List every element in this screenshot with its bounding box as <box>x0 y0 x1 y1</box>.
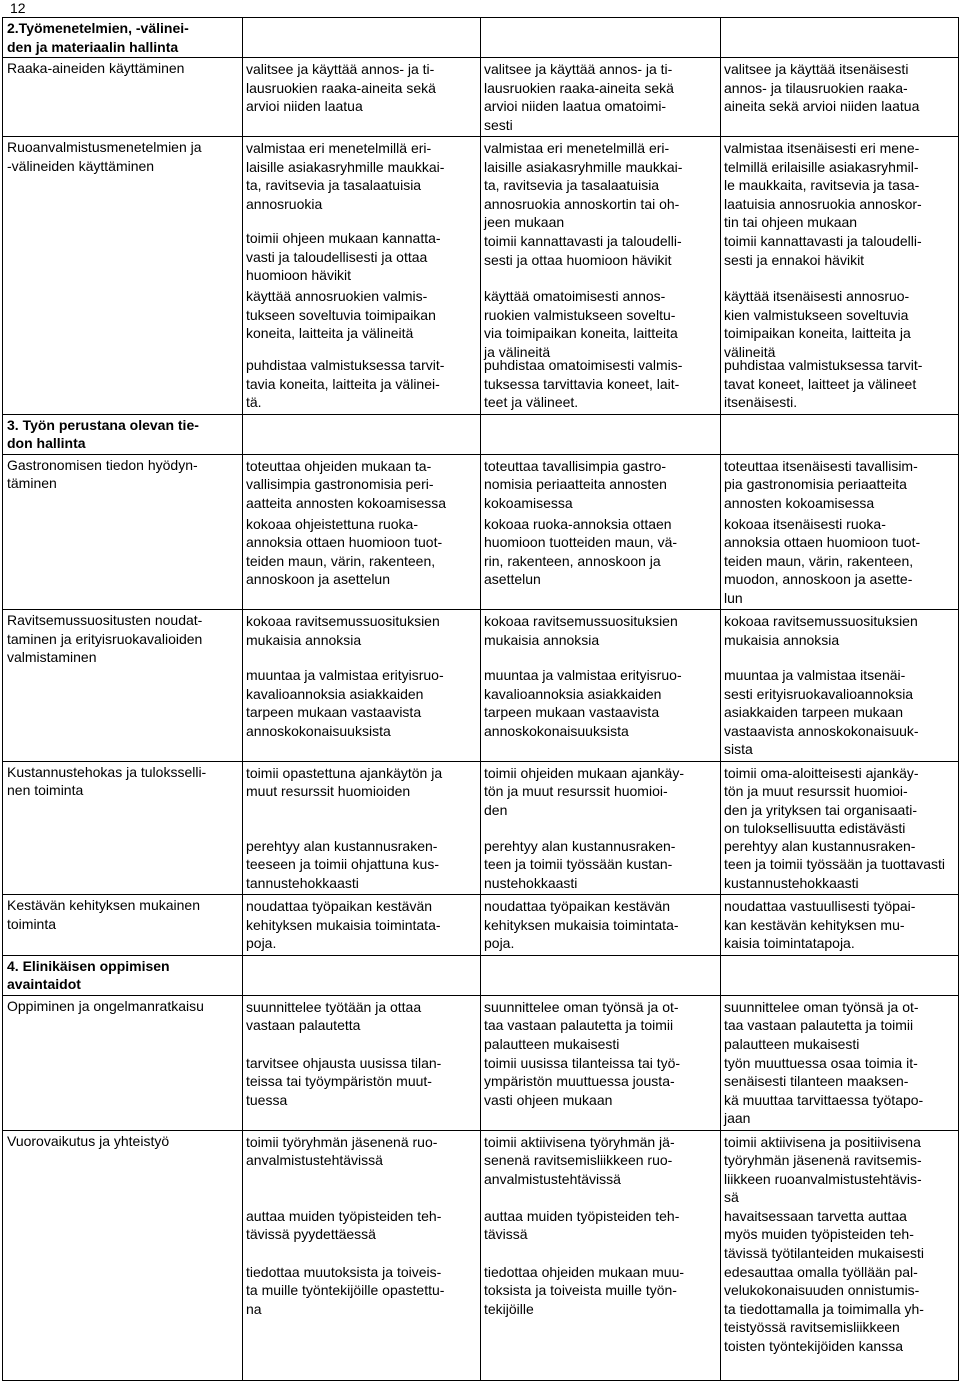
criteria-item: kokoaa ruoka-annoksia ottaen huomioon tuotteiden maun, vä- rin, rakenteen, annoskoon ja asettelun <box>484 515 678 587</box>
criteria-item: noudattaa työpaikan kestävän kehityksen mukaisia toimintata- poja. <box>246 898 441 951</box>
table-row <box>3 454 959 610</box>
criteria-level-3: valitsee ja käyttää itsenäisesti annos- ja tilausruokien raaka- aineita sekä arvioi niiden laatua <box>724 61 920 114</box>
criteria-item: kokoaa ravitsemussuosituksien mukaisia annoksia <box>724 613 918 648</box>
criteria-item: suunnittelee työtään ja ottaa vastaan palautetta <box>246 998 422 1033</box>
criteria-item: suunnittelee oman työnsä ja ot- taa vastaan palautetta ja toimii palautteen mukaisesti <box>484 998 679 1052</box>
row-label: Ruoanvalmistusmenetelmien ja -välineiden käyttäminen <box>7 139 202 174</box>
section-title-4: 4. Elinikäisen oppimisen avaintaidot <box>3 955 243 995</box>
criteria-item: toteuttaa ohjeiden mukaan ta- vallisimpia gastronomisia peri- aatteita annosten kokoamisessa <box>246 457 447 511</box>
criteria-item: kokoaa itsenäisesti ruoka- annoksia ottaen huomioon tuot- teiden maun, värin, rakenteen, muodon, annoskoon ja asette- lun <box>724 515 921 606</box>
criteria-item: havaitsessaan tarvetta auttaa myös muiden työpisteiden teh- tävissä työtilanteiden mukaisesti <box>724 1207 924 1261</box>
criteria-item: tiedottaa muutoksista ja toiveis- ta muille työntekijöille opastettu- na <box>246 1263 445 1317</box>
criteria-item: tarvitsee ohjausta uusissa tilan- teissa tai työympäristön muut- tuessa <box>246 1054 442 1108</box>
criteria-item: toimii aktiivisena ja positiivisena työryhmän jäsenenä ravitsemis- liikkeen ruoanvalmistustehtävis- sä <box>724 1133 922 1205</box>
criteria-item: muuntaa ja valmistaa erityisruo- kavalioannoksia asiakkaiden tarpeen mukaan vastaavista annoskokonaisuuksista <box>484 667 682 739</box>
criteria-item: kokoaa ravitsemussuosituksien mukaisia annoksia <box>484 613 678 648</box>
criteria-item: suunnittelee oman työnsä ja ot- taa vastaan palautetta ja toimii palautteen mukaisesti <box>724 998 919 1052</box>
criteria-item: edesauttaa omalla työllään pal- velukokonaisuuden onnistumis- ta tiedottamalla ja toimimalla yh- teistyössä ravitsemisliikkeen toisten työntekijöiden kanssa <box>724 1263 924 1354</box>
criteria-item: toimii aktiivisena työryhmän jä- senenä ravitsemisliikkeen ruo- anvalmistustehtävissä <box>484 1133 675 1187</box>
criteria-item: työn muuttuessa osaa toimia it- senäisesti tilanteen maaksen- kä muuttaa tarvittaessa työtapo- jaan <box>724 1054 924 1126</box>
criteria-item: toteuttaa itsenäisesti tavallisim- pia gastronomisia periaatteita annosten kokoamisessa <box>724 457 918 511</box>
criteria-item: perehtyy alan kustannusraken- teeseen ja toimii ohjattuna kus- tannustehokkaasti <box>246 837 439 891</box>
criteria-item: valmistaa itsenäisesti eri mene- telmillä erilaisille asiakasryhmil- le maukkaita, ravitsevia ja tasa- laatuisia annosruokia annoskor- tin tai ohjeen mukaan <box>724 140 922 230</box>
criteria-item: perehtyy alan kustannusraken- teen ja toimii työssään ja tuottavasti kustannustehokkaasti <box>724 837 946 891</box>
criteria-item: toimii oma-aloitteisesti ajankäy- tön ja muut resurssit huomioi- den ja yrityksen tai organisaati- on tuloksellisuutta edistävästi <box>724 764 919 836</box>
table-row <box>3 58 959 137</box>
criteria-item: perehtyy alan kustannusraken- teen ja toimii työssään kustan- nustehokkaasti <box>484 837 676 891</box>
criteria-item: valmistaa eri menetelmillä eri- laisille asiakasryhmille maukkai- ta, ravitsevia ja tasalaatuisia annosruokia annoskortin tai oh- jeen mukaan <box>484 140 683 230</box>
criteria-item: kokoaa ravitsemussuosituksien mukaisia annoksia <box>246 613 440 648</box>
criteria-item: kokoaa ohjeistettuna ruoka- annoksia ottaen huomioon tuot- teiden maun, värin, rakenteen, annoskoon ja asettelun <box>246 515 443 587</box>
table-row <box>3 137 959 415</box>
row-label: Gastronomisen tiedon hyödyn- täminen <box>7 456 198 491</box>
row-label: Kestävän kehityksen mukainen toiminta <box>7 897 200 932</box>
row-label: Kustannustehokas ja tuloksselli- nen toiminta <box>7 763 207 798</box>
criteria-item: muuntaa ja valmistaa itsenäi- sesti erityisruokavalioannoksia asiakkaiden tarpeen mukaan vastaavista annoskokonaisuuk- sista <box>724 667 919 757</box>
criteria-level-2: valitsee ja käyttää annos- ja ti- lausruokien raaka-aineita sekä arvioi niiden laatua omatoimi- sesti <box>484 61 674 133</box>
criteria-item: muuntaa ja valmistaa erityisruo- kavalioannoksia asiakkaiden tarpeen mukaan vastaavista annoskokonaisuuksista <box>246 667 444 739</box>
criteria-level-1: valitsee ja käyttää annos- ja ti- lausruokien raaka-aineita sekä arvioi niiden laatua <box>246 61 436 114</box>
criteria-item: toimii kannattavasti ja taloudelli- sesti ja ennakoi hävikit <box>724 233 922 268</box>
criteria-item: noudattaa työpaikan kestävän kehityksen mukaisia toimintata- poja. <box>484 898 679 951</box>
section-title-2: 2.Työmenetelmien, -välinei- den ja materiaalin hallinta <box>3 18 243 58</box>
row-label: Vuorovaikutus ja yhteistyö <box>7 1132 170 1149</box>
criteria-item: valmistaa eri menetelmillä eri- laisille asiakasryhmille maukkai- ta, ravitsevia ja tasalaatuisia annosruokia <box>246 140 445 212</box>
criteria-item: noudattaa vastuullisesti työpai- kan kestävän kehityksen mu- kaisia toimintatapoja. <box>724 898 916 951</box>
page-number: 12 <box>10 0 26 16</box>
criteria-item: toimii työryhmän jäsenenä ruo- anvalmistustehtävissä <box>246 1133 438 1168</box>
criteria-item: puhdistaa valmistuksessa tarvit- tavat koneet, laitteet ja välineet itsenäisesti. <box>724 357 923 410</box>
assessment-table <box>2 17 959 1381</box>
criteria-item: toimii kannattavasti ja taloudelli- sesti ja ottaa huomioon hävikit <box>484 233 682 268</box>
criteria-item: puhdistaa valmistuksessa tarvit- tavia koneita, laitteita ja välinei- tä. <box>246 357 445 410</box>
criteria-item: toteuttaa tavallisimpia gastro- nomisia periaatteita annosten kokoamisessa <box>484 457 667 511</box>
section-title-3: 3. Työn perustana olevan tie- don hallinta <box>3 414 243 454</box>
criteria-item: toimii uusissa tilanteissa tai työ- ympäristön muuttuessa jousta- vasti ohjeen mukaan <box>484 1054 681 1108</box>
criteria-item: puhdistaa omatoimisesti valmis- tuksessa tarvittavia koneet, lait- teet ja välineet. <box>484 357 683 410</box>
table-row <box>3 1130 959 1381</box>
criteria-item: käyttää itsenäisesti annosruo- kien valmistukseen soveltuvia toimipaikan koneita, laitteita ja välineitä <box>724 288 911 360</box>
row-label: Raaka-aineiden käyttäminen <box>7 60 185 76</box>
criteria-item: käyttää omatoimisesti annos- ruokien valmistukseen soveltu- via toimipaikan koneita, laitteita ja välineitä <box>484 288 678 360</box>
row-label: Oppiminen ja ongelmanratkaisu <box>7 997 204 1014</box>
criteria-item: auttaa muiden työpisteiden teh- tävissä pyydettäessä <box>246 1207 442 1242</box>
table-row <box>3 995 959 1130</box>
table-row <box>3 761 959 895</box>
criteria-item: käyttää annosruokien valmis- tukseen soveltuvia toimipaikan koneita, laitteita ja välineitä <box>246 288 436 341</box>
criteria-item: toimii ohjeiden mukaan ajankäy- tön ja muut resurssit huomioi- den <box>484 764 684 818</box>
row-label: Ravitsemussuositusten noudat- taminen ja erityisruokavalioiden valmistaminen <box>7 612 203 665</box>
table-row <box>3 895 959 956</box>
criteria-item: tiedottaa ohjeiden mukaan muu- toksista ja toiveista muille työn- tekijöille <box>484 1263 685 1317</box>
table-row <box>3 610 959 762</box>
criteria-item: toimii opastettuna ajankäytön ja muut resurssit huomioiden <box>246 764 443 799</box>
criteria-item: auttaa muiden työpisteiden teh- tävissä <box>484 1207 680 1242</box>
criteria-item: toimii ohjeen mukaan kannatta- vasti ja taloudellisesti ja ottaa huomioon hävikit <box>246 230 441 283</box>
